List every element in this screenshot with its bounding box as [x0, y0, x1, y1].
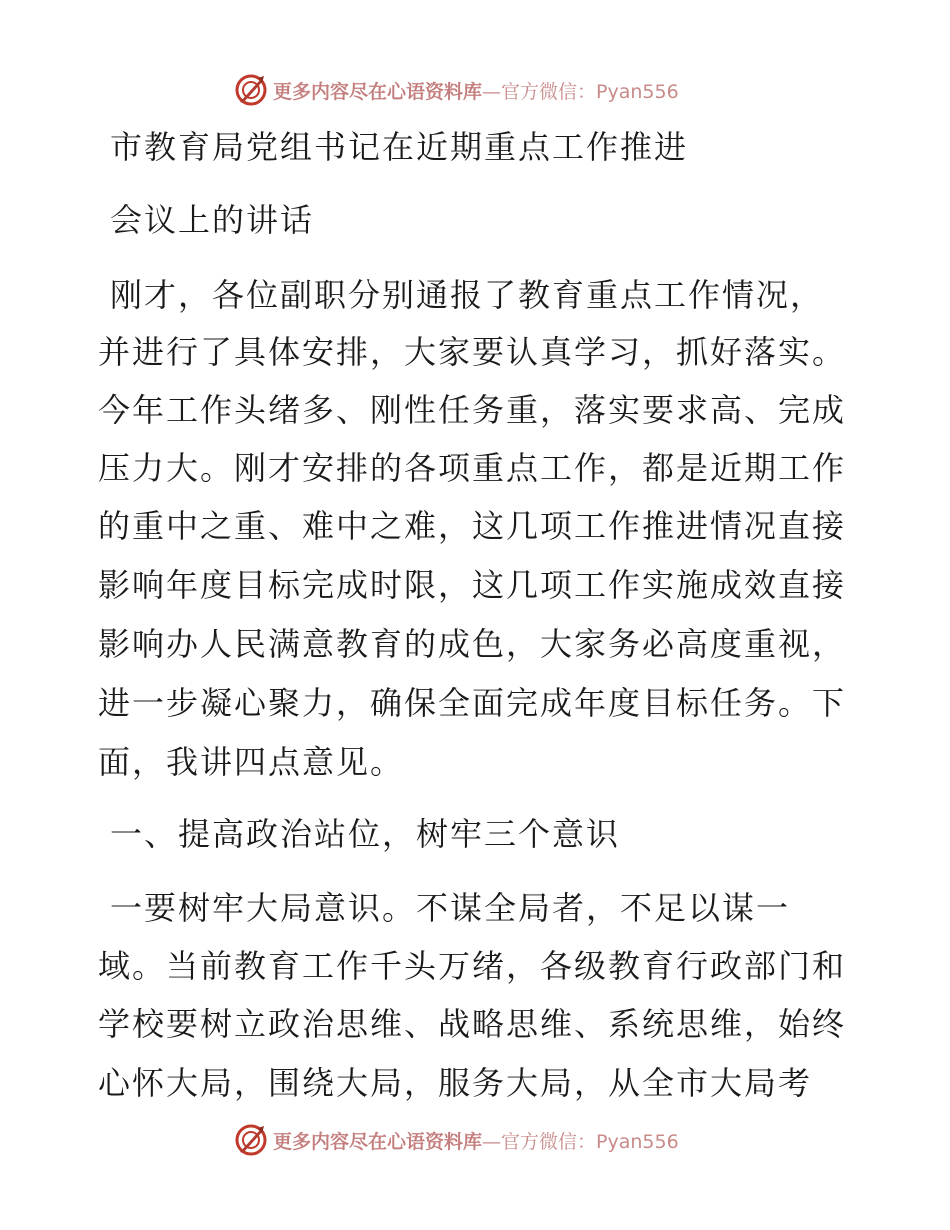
paragraph1-line-9: 面，我讲四点意见。 — [98, 743, 405, 781]
paragraph2-line-4: 心怀大局，围绕大局，服务大局，从全市大局考 — [98, 1064, 813, 1102]
paragraph1-line-8: 进一步凝心聚力，确保全面完成年度目标任务。下 — [98, 684, 847, 722]
banner-text — [273, 1127, 679, 1154]
banner-brand: 更多内容尽在心语资料库 — [273, 1130, 483, 1153]
paragraph1-line-5: 的重中之重、难中之难，这几项工作推进情况直接 — [98, 507, 847, 545]
paragraph2-line-1: 一要树牢大局意识。不谋全局者，不足以谋一 — [110, 889, 791, 927]
banner-text — [273, 77, 679, 104]
paragraph1-line-4: 压力大。刚才安排的各项重点工作，都是近期工作 — [98, 449, 847, 487]
quill-logo-icon — [233, 72, 269, 108]
header-banner — [233, 70, 679, 110]
footer-banner — [233, 1120, 679, 1160]
banner-brand: 更多内容尽在心语资料库 — [273, 80, 483, 103]
banner-contact-label: 官方微信： — [501, 1130, 597, 1153]
paragraph1-line-2: 并进行了具体安排，大家要认真学习，抓好落实。 — [98, 333, 847, 371]
paragraph2-line-3: 学校要树立政治思维、战略思维、系统思维，始终 — [98, 1005, 847, 1043]
banner-handle: Pyan556 — [596, 80, 679, 103]
paragraph1-line-7: 影响办人民满意教育的成色，大家务必高度重视， — [98, 625, 847, 663]
paragraph1-line-3: 今年工作头绪多、刚性任务重，落实要求高、完成 — [98, 391, 847, 429]
quill-logo-icon — [233, 1122, 269, 1158]
document-title-line-1: 市教育局党组书记在近期重点工作推进 — [110, 128, 689, 166]
document-title-line-2: 会议上的讲话 — [110, 201, 315, 239]
banner-contact-label: 官方微信： — [501, 80, 597, 103]
paragraph2-line-2: 域。当前教育工作千头万绪，各级教育行政部门和 — [98, 947, 847, 985]
section-heading: 一、提高政治站位，树牢三个意识 — [110, 815, 621, 853]
banner-separator: — — [482, 1130, 502, 1153]
paragraph1-line-1: 刚才，各位副职分别通报了教育重点工作情况， — [110, 276, 825, 314]
banner-separator: — — [482, 80, 502, 103]
banner-handle: Pyan556 — [596, 1130, 679, 1153]
paragraph1-line-6: 影响年度目标完成时限，这几项工作实施成效直接 — [98, 566, 847, 604]
